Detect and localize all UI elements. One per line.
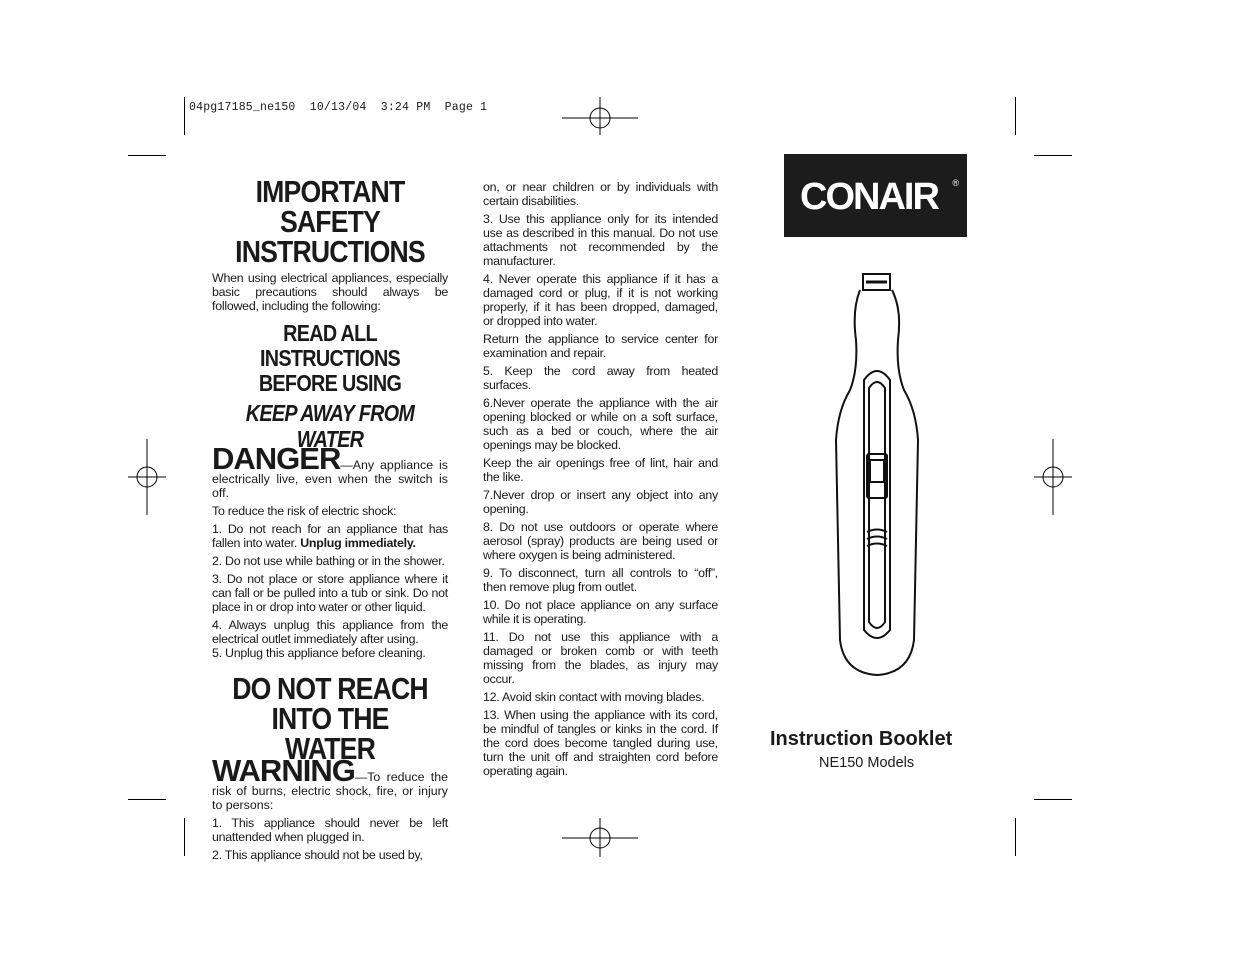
read-all-heading: READ ALL INSTRUCTIONS BEFORE USING: [258, 320, 402, 396]
print-slug: 04pg17185_ne150 10/13/04 3:24 PM Page 1: [189, 101, 488, 114]
warning-item-8: 8. Do not use outdoors or operate where aerosol (spray) products are being used or where oxygen is being administered.: [483, 520, 718, 562]
unplug-immediately: Unplug immediately.: [300, 536, 416, 550]
warning-item-5: 5. Keep the cord away from heated surfaces.: [483, 364, 718, 392]
warning-text: —To reduce the risk of burns, electric shock, fire, or injury to persons:: [212, 770, 448, 812]
shock-item-4: 4. Always unplug this appliance from the electrical outlet immediately after using.: [212, 618, 448, 646]
shock-item-5: 5. Unplug this appliance before cleaning.: [212, 646, 426, 660]
safety-column-middle: [483, 180, 718, 782]
shock-item-3: 3. Do not place or store appliance where it can fall or be pulled into a tub or sink. Do not place in or drop into water or other liquid.: [212, 572, 448, 614]
warning-item-1: 1. This appliance should never be left unattended when plugged in.: [212, 816, 448, 844]
safety-title: IMPORTANT SAFETY INSTRUCTIONS: [235, 174, 425, 269]
warning-item-6-keep: Keep the air openings free of lint, hair and the like.: [483, 456, 718, 484]
danger-word: DANGER: [212, 441, 341, 476]
warning-item-9: 9. To disconnect, turn all controls to “off”, then remove plug from outlet.: [483, 566, 718, 594]
registration-mark-bottom: [562, 818, 638, 857]
registration-mark-right: [1034, 439, 1072, 515]
warning-item-2: 2. This appliance should not be used by,: [212, 848, 423, 862]
intro-text: When using electrical appliances, especially basic precautions should always be followed, including the following:: [212, 271, 448, 313]
booklet-model: NE150 Models: [819, 755, 915, 771]
warning-item-4: 4. Never operate this appliance if it has a damaged cord or plug, if it is not working properly, if it has been dropped, damaged, or dropped into water.: [483, 272, 718, 328]
shock-item-1: [212, 522, 448, 550]
registered-mark: ®: [952, 178, 959, 188]
warning-item-3: 3. Use this appliance only for its intended use as described in this manual. Do not use attachments not recommended by the manufacturer.: [483, 212, 718, 268]
booklet-title: Instruction Booklet: [770, 728, 953, 750]
registration-mark-top: [562, 97, 638, 135]
warning-paragraph: [212, 753, 448, 812]
shock-item-1-text: 1. Do not reach for an appliance that has fallen into water.: [212, 522, 448, 550]
logo-wordmark: CONAIR: [800, 176, 938, 218]
warning-item-2-cont: on, or near children or by individuals with certain disabilities.: [483, 180, 718, 208]
warning-item-7: 7.Never drop or insert any object into any opening.: [483, 488, 718, 516]
danger-text: —Any appliance is electrically live, even when the switch is off.: [212, 458, 448, 500]
safety-column-left: [212, 174, 448, 866]
warning-item-10: 10. Do not place appliance on any surface while it is operating.: [483, 598, 718, 626]
warning-item-11: 11. Do not use this appliance with a damaged or broken comb or with teeth missing from the blades, as injury may occur.: [483, 630, 718, 686]
danger-paragraph: [212, 441, 448, 500]
trimmer-illustration: [830, 270, 925, 680]
warning-item-12: 12. Avoid skin contact with moving blades.: [483, 690, 705, 704]
warning-item-13: 13. When using the appliance with its cord, be mindful of tangles or kinks in the cord. If the cord does become tangled during use, turn the unit off and straighten cord before operating again.: [483, 708, 718, 778]
warning-item-6: 6.Never operate the appliance with the air opening blocked or while on a soft surface, such as a bed or couch, where the air openings may be blocked.: [483, 396, 718, 452]
reduce-shock-text: To reduce the risk of electric shock:: [212, 504, 397, 518]
keep-away-heading: KEEP AWAY FROM WATER: [245, 400, 415, 452]
do-not-reach-heading: DO NOT REACH INTO THE WATER: [232, 671, 428, 766]
shock-item-2: 2. Do not use while bathing or in the shower.: [212, 554, 445, 568]
registration-mark-left: [128, 439, 166, 515]
warning-word: WARNING: [212, 753, 355, 788]
warning-item-4-return: Return the appliance to service center for examination and repair.: [483, 332, 718, 360]
conair-logo: [784, 154, 967, 237]
